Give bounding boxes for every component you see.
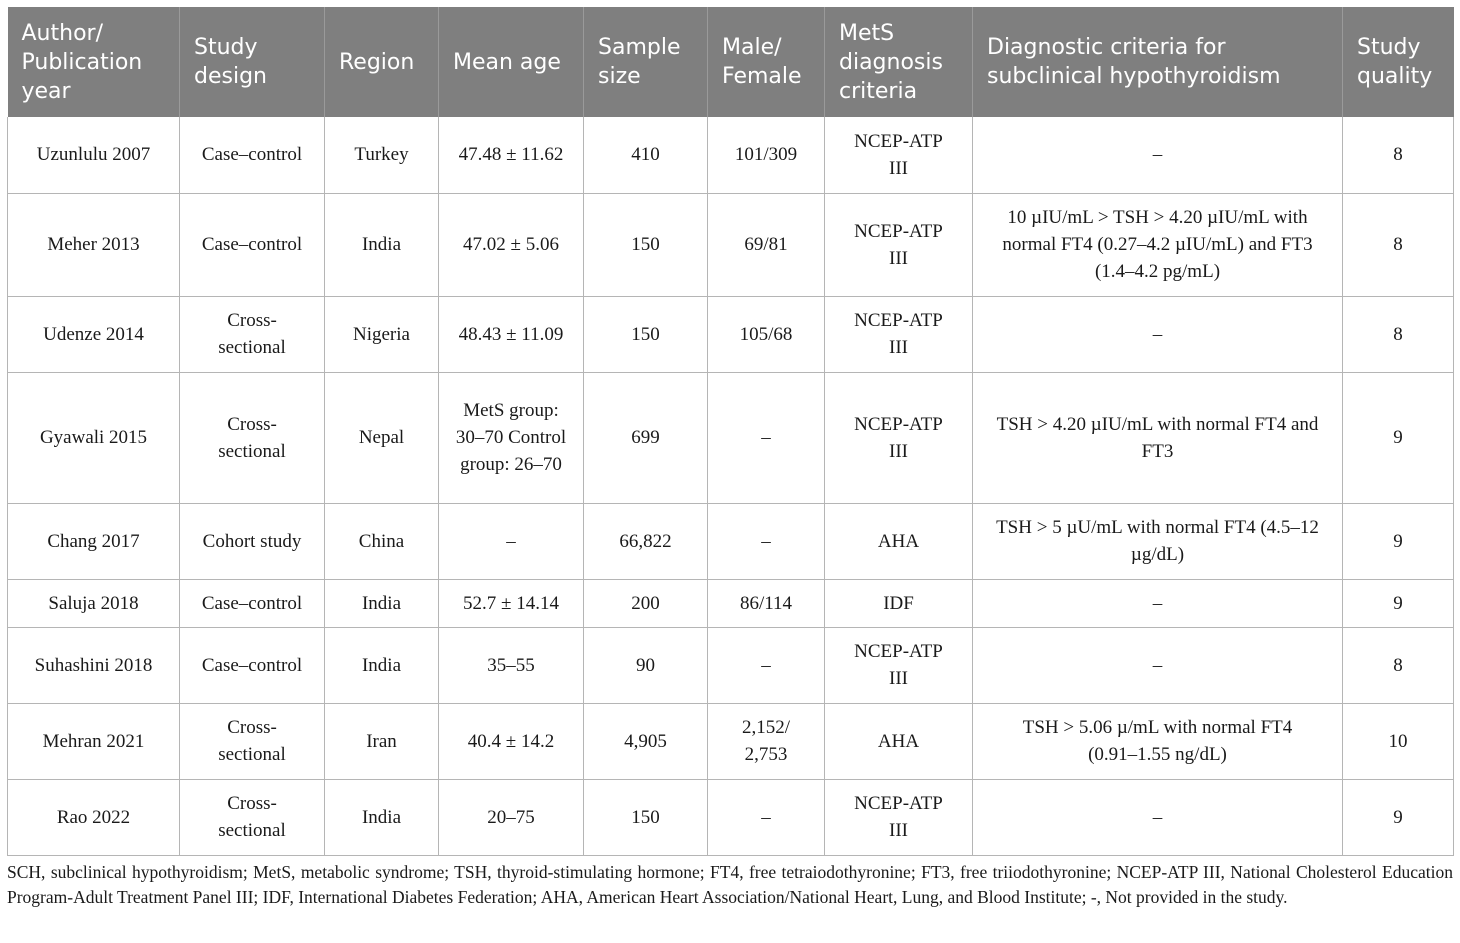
table-row [8, 296, 1454, 372]
cell-mets-criteria: AHA [825, 703, 973, 779]
cell-study-design: Cross-sectional [180, 703, 325, 779]
cell-sch-criteria: – [973, 117, 1343, 193]
cell-mets-criteria: AHA [825, 503, 973, 579]
cell-sch-criteria: – [973, 779, 1343, 855]
table-row [8, 627, 1454, 703]
header-sch-criteria: Diagnostic criteria for subclinical hypothyroidism [973, 7, 1343, 117]
cell-male-female: – [708, 779, 825, 855]
cell-sample-size: 150 [584, 296, 708, 372]
cell-mean-age: 52.7 ± 14.14 [439, 579, 584, 627]
cell-mean-age: – [439, 503, 584, 579]
cell-study-quality: 8 [1343, 193, 1454, 296]
cell-mean-age: MetS group: 30–70 Control group: 26–70 [439, 372, 584, 503]
cell-author: Uzunlulu 2007 [8, 117, 180, 193]
cell-author: Suhashini 2018 [8, 627, 180, 703]
cell-sch-criteria: – [973, 627, 1343, 703]
table-footnote: SCH, subclinical hypothyroidism; MetS, metabolic syndrome; TSH, thyroid-stimulating hormone; FT4, free tetraiodothyronine; FT3, free triiodothyronine; NCEP-ATP III, National Cholesterol Education Program-Adult Treatment Panel III; IDF, International Diabetes Federation; AHA, American Heart Association/National Heart, Lung, and Blood Institute; -, Not provided in the study. [7, 861, 1453, 907]
cell-sch-criteria: – [973, 296, 1343, 372]
header-mean-age: Mean age [439, 7, 584, 117]
cell-study-quality: 10 [1343, 703, 1454, 779]
cell-mean-age: 40.4 ± 14.2 [439, 703, 584, 779]
cell-author: Rao 2022 [8, 779, 180, 855]
header-study-design: Study design [180, 7, 325, 117]
cell-male-female: – [708, 627, 825, 703]
cell-male-female: 86/114 [708, 579, 825, 627]
table-row [8, 579, 1454, 627]
cell-mean-age: 20–75 [439, 779, 584, 855]
cell-male-female: 69/81 [708, 193, 825, 296]
cell-sample-size: 4,905 [584, 703, 708, 779]
cell-study-design: Cross-sectional [180, 296, 325, 372]
header-study-quality: Study quality [1343, 7, 1454, 117]
cell-sample-size: 150 [584, 779, 708, 855]
cell-region: China [325, 503, 439, 579]
cell-study-quality: 8 [1343, 296, 1454, 372]
cell-mets-criteria: NCEP-ATP III [825, 372, 973, 503]
cell-sample-size: 200 [584, 579, 708, 627]
cell-male-female: 105/68 [708, 296, 825, 372]
cell-author: Mehran 2021 [8, 703, 180, 779]
table-row [8, 703, 1454, 779]
cell-mets-criteria: NCEP-ATP III [825, 779, 973, 855]
cell-male-female: – [708, 372, 825, 503]
cell-mean-age: 48.43 ± 11.09 [439, 296, 584, 372]
cell-mean-age: 47.48 ± 11.62 [439, 117, 584, 193]
cell-study-quality: 8 [1343, 117, 1454, 193]
cell-study-quality: 8 [1343, 627, 1454, 703]
table-row [8, 372, 1454, 503]
cell-mets-criteria: IDF [825, 579, 973, 627]
header-region: Region [325, 7, 439, 117]
cell-sch-criteria: – [973, 579, 1343, 627]
header-mets-criteria: MetS diagnosis criteria [825, 7, 973, 117]
cell-mean-age: 35–55 [439, 627, 584, 703]
cell-region: Iran [325, 703, 439, 779]
cell-sch-criteria: TSH > 5 µU/mL with normal FT4 (4.5–12 µg/dL) [973, 503, 1343, 579]
cell-study-design: Cross-sectional [180, 779, 325, 855]
cell-study-design: Cohort study [180, 503, 325, 579]
table-row [8, 193, 1454, 296]
cell-male-female: 2,152/ 2,753 [708, 703, 825, 779]
cell-region: India [325, 579, 439, 627]
table-row [8, 117, 1454, 193]
cell-study-quality: 9 [1343, 372, 1454, 503]
cell-region: Nigeria [325, 296, 439, 372]
cell-author: Gyawali 2015 [8, 372, 180, 503]
cell-author: Saluja 2018 [8, 579, 180, 627]
study-characteristics-table [7, 7, 1454, 856]
cell-male-female: – [708, 503, 825, 579]
cell-mets-criteria: NCEP-ATP III [825, 296, 973, 372]
cell-author: Udenze 2014 [8, 296, 180, 372]
cell-sample-size: 150 [584, 193, 708, 296]
cell-sample-size: 90 [584, 627, 708, 703]
cell-sample-size: 699 [584, 372, 708, 503]
header-author: Author/ Publication year [8, 7, 180, 117]
cell-sch-criteria: TSH > 4.20 µIU/mL with normal FT4 and FT3 [973, 372, 1343, 503]
cell-sample-size: 66,822 [584, 503, 708, 579]
cell-region: Turkey [325, 117, 439, 193]
cell-sch-criteria: TSH > 5.06 µ/mL with normal FT4 (0.91–1.55 ng/dL) [973, 703, 1343, 779]
cell-author: Chang 2017 [8, 503, 180, 579]
cell-sch-criteria: 10 µIU/mL > TSH > 4.20 µIU/mL with normal FT4 (0.27–4.2 µIU/mL) and FT3 (1.4–4.2 pg/mL) [973, 193, 1343, 296]
cell-study-quality: 9 [1343, 779, 1454, 855]
header-male-female: Male/ Female [708, 7, 825, 117]
cell-region: India [325, 193, 439, 296]
cell-study-design: Case–control [180, 117, 325, 193]
cell-study-quality: 9 [1343, 579, 1454, 627]
cell-sample-size: 410 [584, 117, 708, 193]
table-container [7, 7, 1453, 910]
header-row [8, 7, 1454, 117]
header-sample-size: Sample size [584, 7, 708, 117]
table-row [8, 779, 1454, 855]
cell-region: India [325, 779, 439, 855]
cell-author: Meher 2013 [8, 193, 180, 296]
cell-study-quality: 9 [1343, 503, 1454, 579]
cell-region: Nepal [325, 372, 439, 503]
cell-mets-criteria: NCEP-ATP III [825, 193, 973, 296]
cell-male-female: 101/309 [708, 117, 825, 193]
table-row [8, 503, 1454, 579]
cell-study-design: Case–control [180, 579, 325, 627]
cell-region: India [325, 627, 439, 703]
cell-study-design: Case–control [180, 193, 325, 296]
cell-study-design: Case–control [180, 627, 325, 703]
cell-mets-criteria: NCEP-ATP III [825, 117, 973, 193]
cell-study-design: Cross-sectional [180, 372, 325, 503]
cell-mean-age: 47.02 ± 5.06 [439, 193, 584, 296]
cell-mets-criteria: NCEP-ATP III [825, 627, 973, 703]
